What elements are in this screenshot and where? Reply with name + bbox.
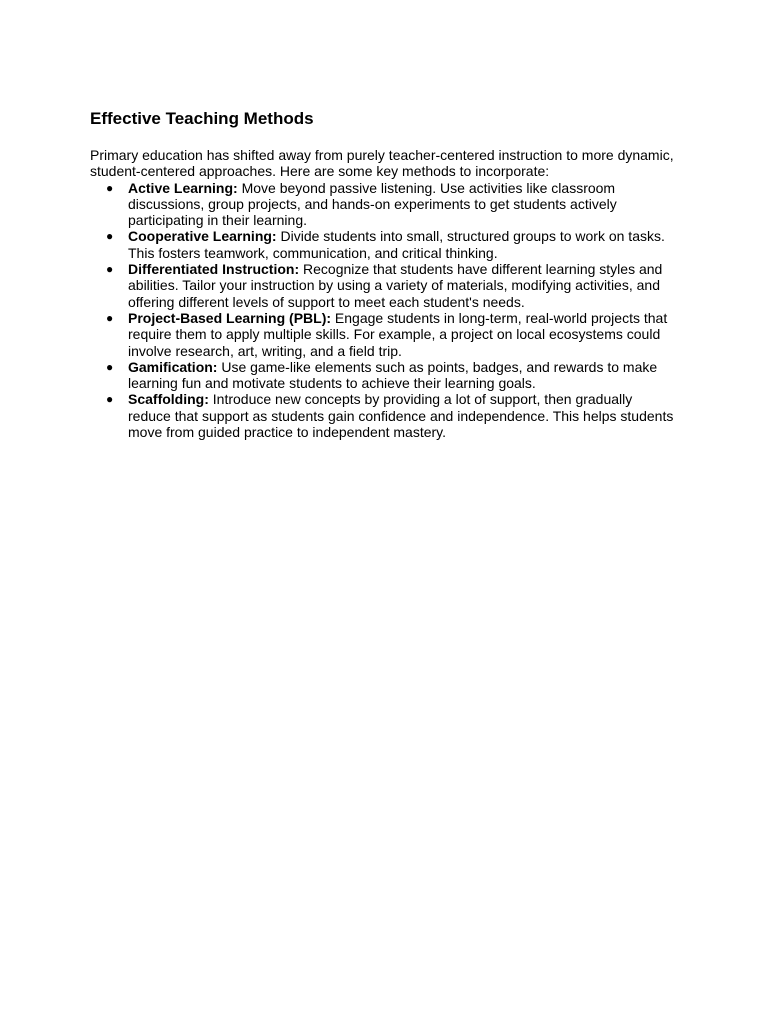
bullet-icon: ● — [106, 310, 114, 325]
method-description: Recognize that students have different learning styles and abilities. Tailor your instruction by using a variety of materials, modifying activities, and offering different levels of support to meet each student's needs. — [128, 261, 663, 310]
bullet-icon: ● — [106, 262, 114, 277]
method-term: Cooperative Learning: — [128, 228, 277, 245]
list-item-differentiated-instruction — [106, 261, 678, 310]
method-term: Active Learning: — [128, 179, 238, 196]
method-description: Move beyond passive listening. Use activities like classroom discussions, group projects, and hands-on experiments to get students actively participating in their learning. — [128, 179, 617, 229]
bullet-icon: ● — [106, 229, 114, 244]
method-description: Introduce new concepts by providing a lot of support, then gradually reduce that support as students gain confidence and independence. This helps students move from guided practice to independent mastery. — [128, 391, 674, 441]
list-item-project-based-learning — [106, 309, 678, 359]
list-item-active-learning — [106, 179, 678, 229]
method-term: Gamification: — [128, 358, 218, 375]
bullet-icon: ● — [106, 392, 114, 407]
list-item-cooperative-learning — [106, 228, 678, 261]
bullet-icon: ● — [106, 180, 114, 195]
method-term: Project-Based Learning (PBL): — [128, 309, 332, 326]
method-description: Divide students into small, structured groups to work on tasks. This fosters teamwork, communication, and critical thinking. — [128, 228, 665, 261]
method-term: Differentiated Instruction: — [128, 261, 300, 278]
methods-list — [90, 180, 678, 441]
document-title: Effective Teaching Methods — [90, 109, 314, 128]
method-description: Engage students in long-term, real-world projects that require them to apply multiple skills. For example, a project on local ecosystems could involve research, art, writing, and a field trip. — [128, 309, 668, 359]
list-item-scaffolding — [106, 391, 678, 441]
method-description: Use game-like elements such as points, badges, and rewards to make learning fun and motivate students to achieve their learning goals. — [128, 358, 658, 392]
method-term: Scaffolding: — [128, 391, 209, 408]
bullet-icon: ● — [106, 359, 114, 374]
list-item-gamification — [106, 358, 678, 392]
intro-paragraph: Primary education has shifted away from purely teacher-centered instruction to more dynamic, student-centered approaches. Here are some key methods to incorporate: — [90, 147, 674, 180]
